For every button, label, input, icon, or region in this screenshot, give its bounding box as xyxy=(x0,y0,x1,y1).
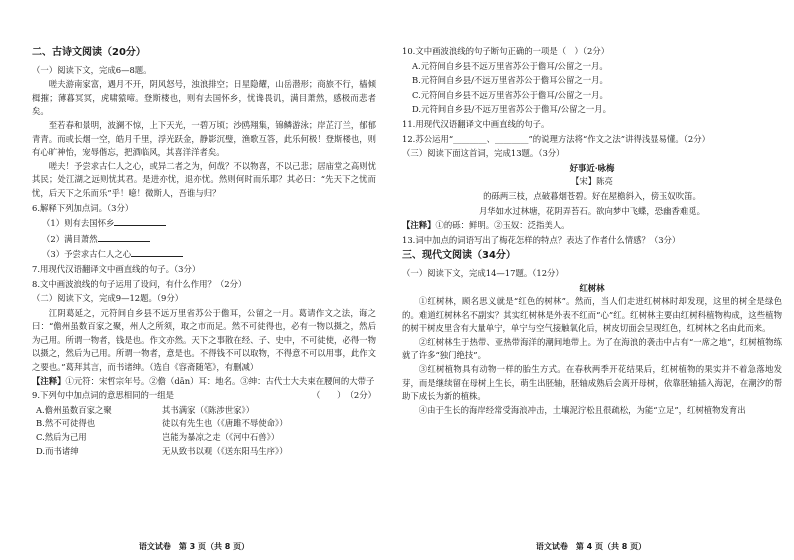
question-9-text: 9.下列句中加点词的意思相同的一组是 xyxy=(32,390,174,401)
part1-para-2: 至若春和景明，波澜不惊，上下天光，一碧万顷；沙鸥翔集，锦鳞游泳；岸芷汀兰，郁郁青青。而或长烟一空，皓月千里，浮光跃金，静影沉璧，渔歌互答，此乐何极！登斯楼也，则有心旷神怡，宠辱偕忘，把酒临风，其喜洋洋者矣。 xyxy=(32,119,376,158)
q9-option-c-left[interactable]: C.然后为己用 xyxy=(36,432,87,443)
question-9-mark: （2分） xyxy=(345,390,376,401)
essay-para-2: ②红树林生于热带、亚热带海洋的潮间地带上。为了在海浪的袭击中占有“一席之地”，红树植物练就了许多“独门绝技”。 xyxy=(402,336,782,361)
poem-note xyxy=(402,219,782,233)
question-6: 6.解释下列加点词。（3分） xyxy=(32,202,134,213)
left-page-footer: 语文试卷 第 3 页（共 8 页） xyxy=(138,542,250,551)
right-page-footer: 语文试卷 第 4 页（共 8 页） xyxy=(535,542,647,551)
q10-option-b[interactable]: B.元符间自乡县/不远万里省苏公于儋耳公留之一月。 xyxy=(412,75,608,86)
q9-option-d-right: 无从致书以观（《送东阳马生序》） xyxy=(162,445,288,456)
q6-item-1-text: （1）则有去国怀乡 xyxy=(42,218,115,229)
q10-option-c[interactable]: C.元符间自乡县不远万里省苏公于儋耳/公留之一月。 xyxy=(412,89,608,100)
part3-intro: （三）阅读下面这首词，完成13题。（3分） xyxy=(402,148,565,159)
part4-intro: （一）阅读下文，完成14—17题。（12分） xyxy=(402,267,564,278)
right-column xyxy=(402,44,782,417)
q10-option-a[interactable]: A.元符间自乡县不远万里省苏公于儋耳/公留之一月。 xyxy=(412,60,608,71)
answer-blank[interactable] xyxy=(114,216,166,226)
essay-title: 红树林 xyxy=(579,282,605,293)
part1-para-1: 嗟夫游南家富，遇月不开，阴风怒号，浊浪排空；日星隐耀，山岳潜形；商旅不行，樯倾楫摧；薄暮冥冥，虎啸猿啼。登斯楼也，则有去国怀乡，忧谗畏讥，满目萧然，感极而悲者矣。 xyxy=(32,79,376,117)
poem-author: 【宋】陈亮 xyxy=(571,176,613,187)
poem-note-label: 【注释】 xyxy=(402,220,436,231)
poem-line-2: 月华如水过林塘，花阴弄苔石。欲向梦中飞蝶，恐幽香难觅。 xyxy=(478,205,706,216)
q9-option-b-right: 徒以有先生也（《唐雎不辱使命》） xyxy=(162,418,288,429)
question-9-answer-paren[interactable]: （ ） xyxy=(312,390,346,401)
q9-option-d-left[interactable]: D.而书诸绅 xyxy=(36,445,79,456)
part2-note xyxy=(32,375,376,389)
poem-line-1: 的砾两三枝，点破暮烟苍碧。好在屋檐斜入，傍玉奴吹笛。 xyxy=(483,190,701,201)
question-12: 12.苏公运用“________、________”的说理方法将“作文之法”讲得浅显易懂。（2分） xyxy=(402,133,710,144)
question-7: 7.用现代汉语翻译文中画直线的句子。（3分） xyxy=(32,263,201,274)
essay-para-1: ①红树林，顾名思义就是“红色的树林”。然而，当人们走进红树林时却发现，这里的树全是绿色的。难道红树林名不副实？其实红树林是外表不红而“心”红。红树林主要由红树科植物构成，这些植物的树干树皮里含有大量单宁，单宁与空气接触氧化后，树皮切面会呈现红色，红树林之名由此而来。 xyxy=(402,296,782,334)
q6-item-2 xyxy=(32,232,376,247)
q6-item-3-text: （3）予尝求古仁人之心 xyxy=(42,249,132,260)
right-page xyxy=(388,0,794,560)
note-label: 【注释】 xyxy=(32,375,66,386)
answer-blank[interactable] xyxy=(98,232,150,242)
q6-item-2-text: （2）满目萧然 xyxy=(42,233,98,244)
q10-option-d[interactable]: D.元符间自乡县/不远万里省苏公于儋耳/公留之一月。 xyxy=(412,104,611,115)
question-11: 11.用现代汉语翻译文中画直线的句子。 xyxy=(402,118,550,129)
left-column xyxy=(32,44,376,458)
note-text: ①元符：宋哲宗年号。②儋（dān）耳：地名。③绅：古代士大夫束在腰间的大带子 xyxy=(65,375,375,386)
part1-para-3: 嗟夫！予尝求古仁人之心，或异二者之为，何哉？不以物喜，不以己悲；居庙堂之高则忧其民；处江湖之远则忧其君。是进亦忧，退亦忧。然则何时而乐耶？其必曰：“先天下之忧而忧，后天下之乐而乐”乎！噫！微斯人，吾谁与归？ xyxy=(32,160,376,198)
left-page xyxy=(0,0,388,560)
q9-options xyxy=(32,404,376,458)
part1-intro: （一）阅读下文，完成6—8题。 xyxy=(32,64,152,75)
section-title-classical: 二、古诗文阅读（20分） xyxy=(32,47,146,58)
q9-option-c-right: 岂能为暴凉之走（《河中石兽》） xyxy=(162,432,280,443)
question-13: 13.词中加点的词语写出了梅花怎样的特点？表达了作者什么情感？（3分） xyxy=(402,234,681,245)
part2-intro: （二）阅读下文，完成9—12题。（9分） xyxy=(32,293,184,304)
essay-para-4: ④由于生长的海岸经常受海浪冲击，土壤泥泞松且很疏松，为能“立足”，红树植物发育出 xyxy=(418,404,746,415)
essay-para-3: ③红树植物具有动物一样的胎生方式。在春秋两季开花结果后，红树植物的果实并不着急落地发芽，而是继续留在母树上生长，萌生出胚轴，胚轴成熟后会离开母树，依靠胚轴插入海泥，在潮汐的帮助下成长为新的植株。 xyxy=(402,364,782,402)
poem-title: 好事近·咏梅 xyxy=(569,162,615,173)
q9-option-a-right: 其书满家（《陈涉世家》） xyxy=(162,404,255,415)
q9-option-b-left[interactable]: B.然不可徒得也 xyxy=(36,418,96,429)
question-9 xyxy=(32,389,376,403)
q6-item-1 xyxy=(32,216,376,231)
section-title-modern: 三、现代文阅读（34分） xyxy=(402,250,516,262)
part2-para: 江阴葛延之，元符间自乡县不远万里省苏公于儋耳，公留之一月。葛请作文之法，诲之曰：“儋州虽数百家之聚，州人之所须，取之市而足。然不可徒得也，必有一物以摄之，然后为己用。所谓一物者，钱是也。作文亦然。天下之事散在经、子、史中，不可徒使，必得一物以摄之，然后为己用。所谓一物者，意是也。不得钱不可以取物，不得意不可以用事，此作文之要也。”葛拜其言，而书诸绅。（选自《容斋随笔》，有删减） xyxy=(32,307,376,373)
question-10: 10.文中画波浪线的句子断句正确的一项是（ ）（2分） xyxy=(402,46,610,56)
q6-item-3 xyxy=(32,247,376,262)
poem-note-text: ①的砾：鲜明。②玉奴：泛指美人。 xyxy=(435,220,570,231)
q9-option-a-left[interactable]: A.儋州虽数百家之聚 xyxy=(36,404,112,415)
answer-blank[interactable] xyxy=(131,247,183,257)
question-8: 8.文中画波浪线的句子运用了设问，有什么作用？（2分） xyxy=(32,278,247,289)
